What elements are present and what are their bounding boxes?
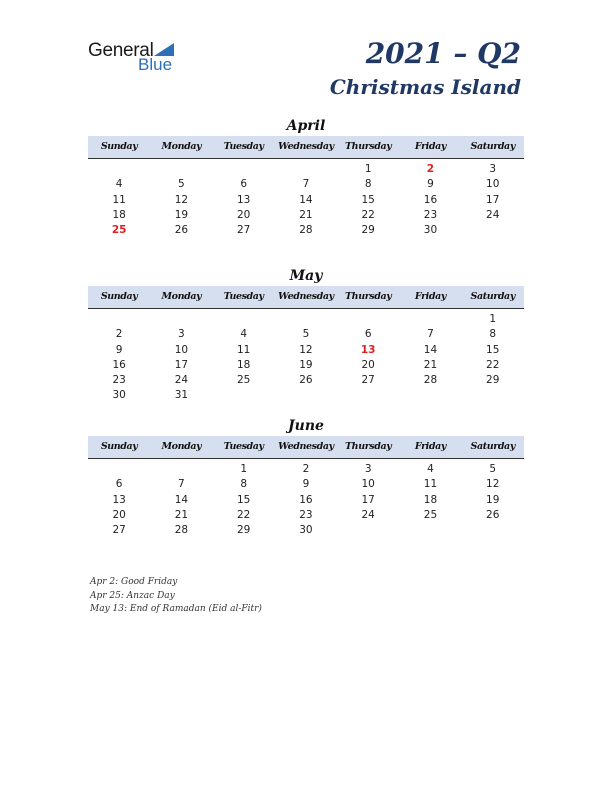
weekday-header-cell: Monday: [161, 441, 202, 452]
day-cell: 19: [486, 493, 500, 506]
day-cell: 27: [236, 224, 251, 237]
weekday-header-cell: Sunday: [100, 441, 138, 452]
logo-word-general: General: [88, 40, 154, 61]
day-cell: 29: [236, 524, 251, 537]
day-cell: [88, 462, 150, 477]
weekday-header-cell: Friday: [414, 141, 447, 152]
day-cell: 17: [174, 358, 189, 371]
day-cell: 25: [423, 508, 438, 521]
day-cell: 9: [302, 478, 310, 491]
day-cell: [275, 312, 337, 327]
month-april: [88, 116, 524, 238]
holiday-note: Apr 25: Anzac Day: [90, 590, 175, 601]
week-row: [88, 523, 524, 538]
day-cell: 2: [426, 163, 435, 175]
day-cell: 28: [423, 374, 438, 387]
week-row: [88, 388, 524, 403]
weekday-header-row: [88, 136, 524, 159]
day-cell: 25: [111, 224, 127, 237]
day-cell: 22: [236, 508, 251, 521]
day-cell: [462, 388, 524, 403]
day-cell: 24: [486, 208, 500, 221]
day-cell: 24: [174, 374, 189, 387]
day-cell: 18: [423, 493, 438, 506]
day-cell: 3: [489, 163, 497, 175]
day-cell: 6: [364, 328, 372, 341]
day-cell: [337, 312, 399, 327]
day-cell: 27: [112, 524, 126, 537]
day-cell: 8: [240, 478, 247, 491]
day-cell: 21: [174, 508, 189, 521]
day-cell: 17: [361, 493, 375, 506]
day-cell: 31: [174, 389, 189, 402]
week-row: [88, 208, 524, 223]
day-cell: 3: [178, 328, 185, 341]
day-cell: 16: [423, 193, 438, 206]
weekday-header-cell: Thursday: [345, 441, 392, 452]
day-cell: 20: [236, 208, 251, 221]
week-row: [88, 162, 524, 177]
week-row: [88, 358, 524, 373]
day-cell: 28: [299, 224, 313, 237]
weekday-header-cell: Saturday: [470, 441, 515, 452]
logo-word-blue: Blue: [138, 55, 173, 74]
weekday-header-cell: Tuesday: [223, 141, 264, 152]
weekday-header-cell: Sunday: [100, 291, 138, 302]
week-row: [88, 327, 524, 342]
day-cell: 6: [240, 178, 247, 191]
week-row: [88, 223, 524, 238]
month-name: May: [289, 268, 323, 284]
day-cell: [213, 312, 275, 327]
weekday-header-cell: Saturday: [470, 141, 515, 152]
day-cell: 22: [361, 208, 375, 221]
day-cell: 14: [423, 343, 438, 356]
weekday-header-row: [88, 436, 524, 459]
day-cell: 4: [115, 178, 123, 191]
day-cell: 22: [486, 358, 500, 371]
week-row: [88, 177, 524, 192]
day-cell: 14: [299, 193, 313, 206]
weekday-header-cell: Friday: [414, 291, 447, 302]
week-row: [88, 373, 524, 388]
day-cell: 1: [364, 163, 372, 175]
day-cell: 1: [240, 463, 247, 475]
weekday-header-cell: Monday: [161, 141, 202, 152]
weekday-header-cell: Tuesday: [223, 441, 264, 452]
weekday-header-cell: Saturday: [470, 291, 515, 302]
day-cell: 4: [240, 328, 247, 341]
day-cell: 27: [361, 374, 375, 387]
weekday-header-cell: Friday: [414, 441, 447, 452]
page-title: 2021 – Q2: [365, 37, 521, 70]
weekday-header-cell: Wednesday: [278, 441, 334, 452]
week-row: [88, 477, 524, 492]
day-cell: 18: [236, 358, 251, 371]
day-cell: 9: [427, 178, 434, 191]
month-june: [88, 416, 524, 538]
day-cell: [150, 162, 212, 177]
day-cell: [275, 162, 337, 177]
day-cell: [88, 312, 150, 327]
day-cell: [462, 523, 524, 538]
day-cell: 23: [423, 208, 438, 221]
day-cell: [275, 388, 337, 403]
day-cell: [213, 388, 275, 403]
day-cell: 11: [423, 478, 438, 491]
day-cell: [399, 388, 461, 403]
day-cell: 16: [299, 493, 313, 506]
day-cell: 26: [486, 508, 500, 521]
day-cell: 2: [115, 328, 123, 341]
day-cell: 5: [178, 178, 185, 191]
day-cell: 10: [486, 178, 500, 191]
day-cell: 7: [427, 328, 434, 341]
day-cell: 30: [112, 389, 126, 402]
weekday-header-cell: Wednesday: [278, 141, 334, 152]
day-cell: 18: [112, 208, 126, 221]
day-cell: 4: [427, 463, 434, 475]
day-cell: 5: [489, 463, 497, 475]
day-cell: 30: [423, 224, 438, 237]
day-cell: 24: [361, 508, 375, 521]
weekday-header-cell: Thursday: [345, 291, 392, 302]
day-cell: 29: [361, 224, 375, 237]
weekday-header-cell: Thursday: [345, 141, 392, 152]
day-cell: 11: [112, 193, 126, 206]
holiday-notes: [90, 576, 262, 617]
day-cell: 21: [299, 208, 313, 221]
day-cell: 6: [115, 478, 123, 491]
day-cell: 16: [112, 358, 126, 371]
day-cell: 26: [299, 374, 313, 387]
page-subtitle: Christmas Island: [329, 75, 521, 99]
day-cell: [150, 462, 212, 477]
weekday-header-cell: Monday: [161, 291, 202, 302]
day-cell: 15: [361, 193, 375, 206]
day-cell: 28: [174, 524, 189, 537]
day-cell: 25: [236, 374, 251, 387]
day-cell: 13: [236, 193, 251, 206]
day-cell: [462, 223, 524, 238]
day-cell: 26: [174, 224, 189, 237]
day-cell: 8: [364, 178, 372, 191]
day-cell: [150, 312, 212, 327]
day-cell: 29: [486, 374, 500, 387]
day-cell: 20: [361, 358, 375, 371]
day-cell: [399, 523, 461, 538]
day-cell: 12: [174, 193, 189, 206]
generalblue-logo: [88, 40, 188, 76]
day-cell: 23: [112, 374, 126, 387]
day-cell: 12: [486, 478, 500, 491]
weekday-header-cell: Tuesday: [223, 291, 264, 302]
day-cell: 15: [486, 343, 500, 356]
month-may: [88, 266, 524, 404]
day-cell: 1: [489, 313, 497, 325]
day-cell: 7: [178, 478, 185, 491]
holiday-note: Apr 2: Good Friday: [90, 577, 178, 587]
day-cell: 15: [236, 493, 251, 506]
day-cell: 19: [174, 208, 189, 221]
day-cell: 9: [115, 343, 123, 356]
holiday-note: May 13: End of Ramadan (Eid al-Fitr): [90, 604, 262, 614]
day-cell: [399, 312, 461, 327]
weekday-header-cell: Sunday: [100, 141, 138, 152]
day-cell: 7: [302, 178, 310, 191]
week-row: [88, 193, 524, 208]
day-cell: 8: [489, 328, 497, 341]
day-cell: 3: [364, 463, 372, 475]
day-cell: 17: [486, 193, 500, 206]
weekday-header-row: [88, 286, 524, 309]
week-row: [88, 343, 524, 358]
day-cell: [337, 388, 399, 403]
day-cell: 19: [299, 358, 313, 371]
day-cell: [213, 162, 275, 177]
week-row: [88, 462, 524, 477]
day-cell: 13: [360, 343, 376, 356]
week-row: [88, 312, 524, 327]
day-cell: 23: [299, 508, 313, 521]
day-cell: 5: [302, 328, 310, 341]
week-row: [88, 493, 524, 508]
day-cell: 2: [302, 463, 310, 475]
day-cell: [337, 523, 399, 538]
day-cell: 10: [361, 478, 375, 491]
day-cell: 20: [112, 508, 126, 521]
day-cell: 13: [112, 493, 126, 506]
day-cell: 21: [423, 358, 438, 371]
month-name: June: [288, 418, 324, 434]
month-name: April: [286, 118, 326, 134]
day-cell: 10: [174, 343, 189, 356]
day-cell: 14: [174, 493, 189, 506]
week-row: [88, 508, 524, 523]
day-cell: [88, 162, 150, 177]
day-cell: 11: [236, 343, 251, 356]
day-cell: 12: [299, 343, 313, 356]
day-cell: 30: [299, 524, 313, 537]
weekday-header-cell: Wednesday: [278, 291, 334, 302]
